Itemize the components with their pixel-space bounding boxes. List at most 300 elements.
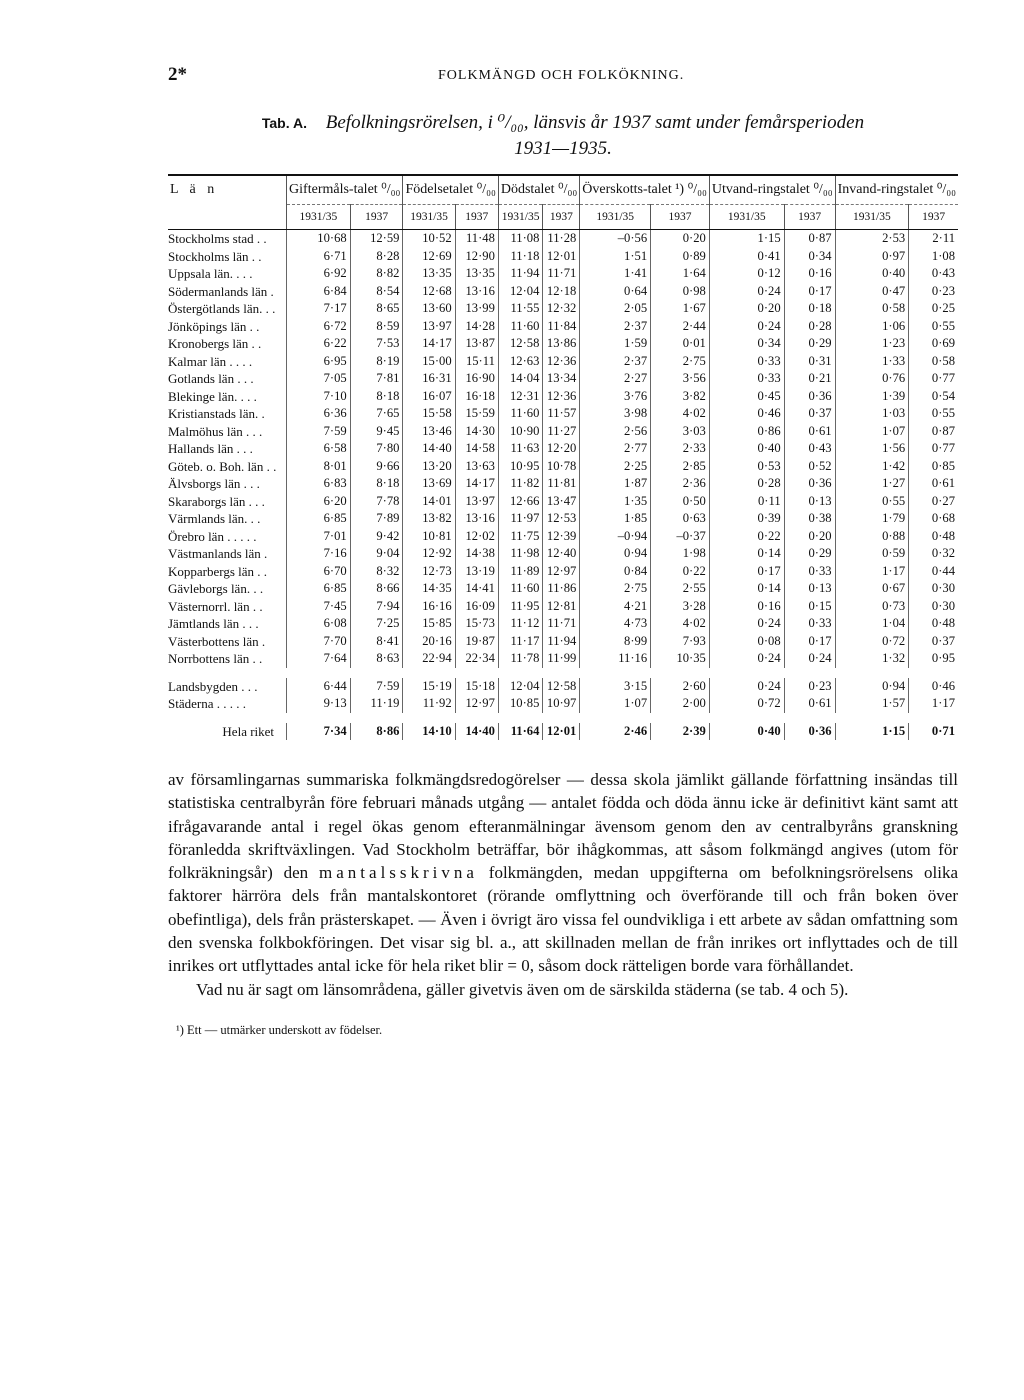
table-cell: 0·13 xyxy=(784,580,835,598)
table-cell: 0·43 xyxy=(909,265,958,283)
table-cell: 8·41 xyxy=(350,633,403,651)
table-cell: 8·19 xyxy=(350,353,403,371)
table-cell: 0·12 xyxy=(709,265,784,283)
table-cell: 9·45 xyxy=(350,423,403,441)
table-cell: 7·34 xyxy=(287,723,351,741)
table-cell: 11·63 xyxy=(498,440,543,458)
table-cell: 1·56 xyxy=(835,440,909,458)
row-label: Kopparbergs län . . xyxy=(168,563,268,579)
table-cell: 0·33 xyxy=(784,563,835,581)
table-cell: 8·18 xyxy=(350,475,403,493)
table-cell: 4·21 xyxy=(580,598,651,616)
table-cell: 0·94 xyxy=(580,545,651,563)
table-row xyxy=(168,598,958,616)
table-cell: 1·51 xyxy=(580,248,651,266)
table-cell: 11·97 xyxy=(498,510,543,528)
table-cell: 1·03 xyxy=(835,405,909,423)
table-cell: 14·17 xyxy=(403,335,455,353)
table-cell: 8·28 xyxy=(350,248,403,266)
table-cell: 1·04 xyxy=(835,615,909,633)
table-cell: 16·07 xyxy=(403,388,455,406)
table-cell: 0·89 xyxy=(651,248,710,266)
row-label: Uppsala län. . . . xyxy=(168,266,253,281)
row-label: Södermanlands län . xyxy=(168,283,274,299)
table-cell: 2·11 xyxy=(909,230,958,248)
table-cell: 13·82 xyxy=(403,510,455,528)
table-cell: 0·40 xyxy=(709,440,784,458)
row-label: Hela riket xyxy=(222,723,275,739)
running-head: FOLKMÄNGD OCH FOLKÖKNING. xyxy=(438,68,685,83)
table-cell: 11·81 xyxy=(543,475,580,493)
table-cell: 1·85 xyxy=(580,510,651,528)
table-row xyxy=(168,283,958,301)
table-cell: 0·24 xyxy=(709,650,784,668)
year-header: 1931/35 xyxy=(580,205,651,230)
table-cell: 3·03 xyxy=(651,423,710,441)
table-cell: 0·46 xyxy=(909,678,958,696)
table-cell: 7·05 xyxy=(287,370,351,388)
table-cell: 10·68 xyxy=(287,230,351,248)
table-cell: 13·16 xyxy=(455,283,498,301)
table-cell: 0·95 xyxy=(909,650,958,668)
table-row xyxy=(168,440,958,458)
table-cell: 3·76 xyxy=(580,388,651,406)
table-cell: 11·92 xyxy=(403,695,455,713)
table-cell: 14·40 xyxy=(455,723,498,741)
table-cell: 1·33 xyxy=(835,353,909,371)
table-cell: 11·18 xyxy=(498,248,543,266)
table-cell: 11·64 xyxy=(498,723,543,741)
table-cell: 14·01 xyxy=(403,493,455,511)
table-cell: 6·20 xyxy=(287,493,351,511)
table-cell: 12·97 xyxy=(455,695,498,713)
table-cell: 22·34 xyxy=(455,650,498,668)
table-cell: 12·97 xyxy=(543,563,580,581)
table-cell: 6·85 xyxy=(287,510,351,528)
table-cell: 0·63 xyxy=(651,510,710,528)
table-cell: 10·35 xyxy=(651,650,710,668)
table-cell: 0·72 xyxy=(709,695,784,713)
table-cell: 6·22 xyxy=(287,335,351,353)
table-cell: 7·53 xyxy=(350,335,403,353)
table-cell: 6·70 xyxy=(287,563,351,581)
paragraph-2: Vad nu är sagt om länsområdena, gäller givetvis även om de särskilda städerna (se tab. 4 och 5). xyxy=(196,979,849,999)
table-cell: 12·69 xyxy=(403,248,455,266)
table-cell: 14·30 xyxy=(455,423,498,441)
table-cell: 0·37 xyxy=(909,633,958,651)
table-cell: 2·46 xyxy=(580,723,651,741)
table-cell: 11·27 xyxy=(543,423,580,441)
table-cell: 11·94 xyxy=(498,265,543,283)
table-cell: 11·94 xyxy=(543,633,580,651)
table-cell: 13·60 xyxy=(403,300,455,318)
table-cell: 1·27 xyxy=(835,475,909,493)
table-cell: 0·61 xyxy=(909,475,958,493)
table-cell: 6·83 xyxy=(287,475,351,493)
table-cell: 2·53 xyxy=(835,230,909,248)
table-cell: 16·31 xyxy=(403,370,455,388)
table-cell: 12·39 xyxy=(543,528,580,546)
table-cell: 0·17 xyxy=(709,563,784,581)
table-title xyxy=(168,110,958,162)
table-cell: 7·16 xyxy=(287,545,351,563)
table-cell: 0·36 xyxy=(784,475,835,493)
table-cell: 0·87 xyxy=(909,423,958,441)
table-row xyxy=(168,475,958,493)
table-cell: 0·29 xyxy=(784,335,835,353)
table-cell: 9·04 xyxy=(350,545,403,563)
table-cell: 0·69 xyxy=(909,335,958,353)
table-cell: 12·32 xyxy=(543,300,580,318)
table-cell: 12·81 xyxy=(543,598,580,616)
table-row xyxy=(168,353,958,371)
table-cell: 13·46 xyxy=(403,423,455,441)
table-cell: 0·87 xyxy=(784,230,835,248)
row-label: Kalmar län . . . . xyxy=(168,353,253,369)
table-cell: 22·94 xyxy=(403,650,455,668)
table-cell: 16·18 xyxy=(455,388,498,406)
table-cell: 13·35 xyxy=(403,265,455,283)
group-header: Giftermåls-talet ⁰/₀₀ xyxy=(287,176,403,205)
table-cell: 1·41 xyxy=(580,265,651,283)
table-cell: 0·47 xyxy=(835,283,909,301)
table-cell: 0·27 xyxy=(909,493,958,511)
table-cell: 0·76 xyxy=(835,370,909,388)
table-cell: 0·28 xyxy=(784,318,835,336)
table-row xyxy=(168,370,958,388)
table-cell: 8·63 xyxy=(350,650,403,668)
table-cell: 13·63 xyxy=(455,458,498,476)
table-cell: 7·25 xyxy=(350,615,403,633)
table-cell: 15·85 xyxy=(403,615,455,633)
table-cell: 0·54 xyxy=(909,388,958,406)
table-cell: 1·98 xyxy=(651,545,710,563)
table-cell: 12·66 xyxy=(498,493,543,511)
table-row xyxy=(168,563,958,581)
table-cell: 0·23 xyxy=(784,678,835,696)
table-cell: 13·97 xyxy=(455,493,498,511)
page-number: 2* xyxy=(168,64,187,85)
table-cell: 11·55 xyxy=(498,300,543,318)
table-cell: 11·17 xyxy=(498,633,543,651)
table-cell: 4·02 xyxy=(651,615,710,633)
year-header: 1937 xyxy=(543,205,580,230)
table-cell: 14·17 xyxy=(455,475,498,493)
table-cell: 0·20 xyxy=(784,528,835,546)
table-cell: 13·20 xyxy=(403,458,455,476)
table-cell: 2·75 xyxy=(580,580,651,598)
group-header: Dödstalet ⁰/₀₀ xyxy=(498,176,579,205)
table-row xyxy=(168,230,958,248)
table-cell: 13·97 xyxy=(403,318,455,336)
year-header: 1931/35 xyxy=(287,205,351,230)
table-cell: 0·08 xyxy=(709,633,784,651)
table-cell: 14·28 xyxy=(455,318,498,336)
table-cell: 14·35 xyxy=(403,580,455,598)
table-cell: 0·22 xyxy=(651,563,710,581)
table-cell: 11·57 xyxy=(543,405,580,423)
table-cell: 19·87 xyxy=(455,633,498,651)
row-label: Kristianstads län. . xyxy=(168,406,265,421)
row-label: Göteb. o. Boh. län . . xyxy=(168,458,277,474)
table-cell: 0·36 xyxy=(784,388,835,406)
table-cell: –0·94 xyxy=(580,528,651,546)
table-cell: 13·87 xyxy=(455,335,498,353)
table-cell: 11·98 xyxy=(498,545,543,563)
table-label: Tab. A. xyxy=(261,115,307,131)
table-cell: 2·56 xyxy=(580,423,651,441)
table-cell: 2·37 xyxy=(580,353,651,371)
table-cell: 0·44 xyxy=(909,563,958,581)
table-cell: 0·46 xyxy=(709,405,784,423)
row-label: Gävleborgs län. . . xyxy=(168,581,264,596)
group-header: Överskotts-talet ¹) ⁰/₀₀ xyxy=(580,176,710,205)
table-cell: 0·29 xyxy=(784,545,835,563)
table-cell: 14·40 xyxy=(403,440,455,458)
table-row xyxy=(168,678,958,696)
table-cell: 14·38 xyxy=(455,545,498,563)
table-cell: 0·24 xyxy=(709,283,784,301)
table-total-row xyxy=(168,723,958,741)
table-cell: 10·95 xyxy=(498,458,543,476)
table-cell: 0·32 xyxy=(909,545,958,563)
table-cell: 0·20 xyxy=(709,300,784,318)
table-cell: 7·59 xyxy=(350,678,403,696)
table-cell: 7·17 xyxy=(287,300,351,318)
table-cell: 11·71 xyxy=(543,265,580,283)
table-cell: 13·86 xyxy=(543,335,580,353)
table-cell: 3·15 xyxy=(580,678,651,696)
table-cell: 0·67 xyxy=(835,580,909,598)
table-row xyxy=(168,265,958,283)
table-cell: 6·72 xyxy=(287,318,351,336)
year-header: 1937 xyxy=(350,205,403,230)
table-cell: 13·19 xyxy=(455,563,498,581)
table-cell: 13·69 xyxy=(403,475,455,493)
table-cell: 7·80 xyxy=(350,440,403,458)
table-cell: 0·24 xyxy=(709,318,784,336)
table-cell: 0·59 xyxy=(835,545,909,563)
table-cell: 14·04 xyxy=(498,370,543,388)
table-row xyxy=(168,695,958,713)
table-cell: 2·75 xyxy=(651,353,710,371)
table-row xyxy=(168,580,958,598)
table-cell: 0·85 xyxy=(909,458,958,476)
table-cell: 6·36 xyxy=(287,405,351,423)
table-cell: 15·11 xyxy=(455,353,498,371)
table-cell: 15·73 xyxy=(455,615,498,633)
footnote: ¹) Ett — utmärker underskott av födelser. xyxy=(176,1022,383,1037)
table-cell: 12·36 xyxy=(543,353,580,371)
table-cell: 0·58 xyxy=(835,300,909,318)
table-row xyxy=(168,300,958,318)
table-cell: 0·17 xyxy=(784,633,835,651)
table-cell: 10·90 xyxy=(498,423,543,441)
table-cell: 7·81 xyxy=(350,370,403,388)
table-cell: 0·43 xyxy=(784,440,835,458)
table-cell: 9·13 xyxy=(287,695,351,713)
table-cell: 12·01 xyxy=(543,248,580,266)
table-cell: 7·94 xyxy=(350,598,403,616)
table-cell: 0·30 xyxy=(909,580,958,598)
table-cell: 11·60 xyxy=(498,318,543,336)
year-header: 1931/35 xyxy=(835,205,909,230)
table-cell: 1·64 xyxy=(651,265,710,283)
row-label: Västmanlands län . xyxy=(168,546,268,561)
table-cell: 7·89 xyxy=(350,510,403,528)
table-cell: 16·16 xyxy=(403,598,455,616)
table-cell: 2·37 xyxy=(580,318,651,336)
table-cell: 9·66 xyxy=(350,458,403,476)
table-cell: 15·00 xyxy=(403,353,455,371)
table-cell: 8·59 xyxy=(350,318,403,336)
table-cell: 0·16 xyxy=(709,598,784,616)
table-cell: 11·89 xyxy=(498,563,543,581)
table-cell: 0·39 xyxy=(709,510,784,528)
table-cell: 1·17 xyxy=(835,563,909,581)
year-header: 1931/35 xyxy=(403,205,455,230)
table-cell: 1·79 xyxy=(835,510,909,528)
table-cell: 16·90 xyxy=(455,370,498,388)
row-label: Västerbottens län . xyxy=(168,633,266,649)
year-header: 1937 xyxy=(651,205,710,230)
paragraph-1-part-a: av församlingarnas summariska folkmängdsredogörelser — dessa skola jämlikt gällande författning insändas till statistiska centralbyrån före februari månads utgång — antalet födda och döda ännu icke är definitivt känt samt att ifrågavarande antal i regel ökas genom efteranmälningar ävensom genom den av centralbyråns granskning föranledda skriftväxlingen. Vad Stockholm beträffar, bör ihågkommas, att såsom folkmängd angives (utom för folkräkningsår) den xyxy=(168,770,958,883)
table-cell: 2·60 xyxy=(651,678,710,696)
table-cell: 0·16 xyxy=(784,265,835,283)
table-cell: 0·68 xyxy=(909,510,958,528)
table-cell: 0·48 xyxy=(909,615,958,633)
table-row xyxy=(168,423,958,441)
table-cell: 2·25 xyxy=(580,458,651,476)
table-cell: 0·77 xyxy=(909,370,958,388)
year-header: 1937 xyxy=(455,205,498,230)
table-cell: 1·23 xyxy=(835,335,909,353)
table-cell: 12·31 xyxy=(498,388,543,406)
table-row xyxy=(168,248,958,266)
table-cell: 0·88 xyxy=(835,528,909,546)
table-cell: 6·71 xyxy=(287,248,351,266)
table-cell: 7·01 xyxy=(287,528,351,546)
table-group-header xyxy=(168,176,958,205)
table-cell: 12·02 xyxy=(455,528,498,546)
table-cell: 1·35 xyxy=(580,493,651,511)
table-row xyxy=(168,493,958,511)
table-cell: 4·73 xyxy=(580,615,651,633)
table-cell: –0·56 xyxy=(580,230,651,248)
row-label: Hallands län . . . xyxy=(168,441,253,456)
row-label: Älvsborgs län . . . xyxy=(168,476,260,491)
table-cell: 0·72 xyxy=(835,633,909,651)
table-cell: 12·63 xyxy=(498,353,543,371)
table-cell: 10·97 xyxy=(543,695,580,713)
table-cell: 0·64 xyxy=(580,283,651,301)
table-cell: 6·84 xyxy=(287,283,351,301)
table-cell: 11·71 xyxy=(543,615,580,633)
table-cell: 15·18 xyxy=(455,678,498,696)
row-label: Malmöhus län . . . xyxy=(168,423,263,439)
body-text xyxy=(168,768,958,1001)
table-cell: 12·04 xyxy=(498,283,543,301)
table-cell: 11·08 xyxy=(498,230,543,248)
table-cell: 1·07 xyxy=(835,423,909,441)
table-row xyxy=(168,335,958,353)
row-label: Kronobergs län . . xyxy=(168,336,262,351)
table-cell: 0·24 xyxy=(709,678,784,696)
table-cell: 12·92 xyxy=(403,545,455,563)
table-cell: 3·28 xyxy=(651,598,710,616)
table-row xyxy=(168,318,958,336)
table-cell: 20·16 xyxy=(403,633,455,651)
table-cell: 10·52 xyxy=(403,230,455,248)
table-cell: 7·59 xyxy=(287,423,351,441)
table-cell: 2·55 xyxy=(651,580,710,598)
table-cell: 7·45 xyxy=(287,598,351,616)
table-cell: 1·59 xyxy=(580,335,651,353)
table-cell: 0·01 xyxy=(651,335,710,353)
table-cell: 0·14 xyxy=(709,545,784,563)
table-cell: 8·86 xyxy=(350,723,403,741)
table-cell: 12·40 xyxy=(543,545,580,563)
table-cell: 6·58 xyxy=(287,440,351,458)
paragraph-1-spaced-word: mantalsskrivna xyxy=(319,863,478,883)
table-cell: 0·71 xyxy=(909,723,958,741)
table-cell: 0·84 xyxy=(580,563,651,581)
table-cell: 7·64 xyxy=(287,650,351,668)
table-cell: 1·17 xyxy=(909,695,958,713)
table-cell: 11·95 xyxy=(498,598,543,616)
table-cell: 11·84 xyxy=(543,318,580,336)
table-row xyxy=(168,528,958,546)
table-cell: 0·24 xyxy=(784,650,835,668)
table-year-header xyxy=(168,205,958,230)
row-label: Landsbygden . . . xyxy=(168,678,258,694)
table-cell: 2·39 xyxy=(651,723,710,741)
table-cell: 1·07 xyxy=(580,695,651,713)
table-cell: 7·10 xyxy=(287,388,351,406)
table-cell: 0·33 xyxy=(709,353,784,371)
row-label: Stockholms län . . xyxy=(168,248,262,264)
table-cell: 0·40 xyxy=(709,723,784,741)
table-cell: 13·47 xyxy=(543,493,580,511)
table-cell: 0·36 xyxy=(784,723,835,741)
table-cell: 11·19 xyxy=(350,695,403,713)
table-cell: 11·99 xyxy=(543,650,580,668)
table-cell: –0·37 xyxy=(651,528,710,546)
table-cell: 3·82 xyxy=(651,388,710,406)
table-cell: 11·28 xyxy=(543,230,580,248)
table-cell: 0·28 xyxy=(709,475,784,493)
table-cell: 8·32 xyxy=(350,563,403,581)
table-cell: 15·58 xyxy=(403,405,455,423)
table-cell: 13·16 xyxy=(455,510,498,528)
row-label: Norrbottens län . . xyxy=(168,651,263,666)
table-cell: 0·38 xyxy=(784,510,835,528)
year-header: 1931/35 xyxy=(709,205,784,230)
table-cell: 11·60 xyxy=(498,580,543,598)
table-cell: 0·25 xyxy=(909,300,958,318)
table-cell: 2·44 xyxy=(651,318,710,336)
table-cell: 2·33 xyxy=(651,440,710,458)
table-cell: 11·78 xyxy=(498,650,543,668)
table-cell: 0·37 xyxy=(784,405,835,423)
table-cell: 1·57 xyxy=(835,695,909,713)
table-cell: 2·77 xyxy=(580,440,651,458)
table-cell: 15·19 xyxy=(403,678,455,696)
table-cell: 13·34 xyxy=(543,370,580,388)
table-cell: 0·55 xyxy=(909,318,958,336)
table-row xyxy=(168,388,958,406)
table-cell: 0·61 xyxy=(784,695,835,713)
